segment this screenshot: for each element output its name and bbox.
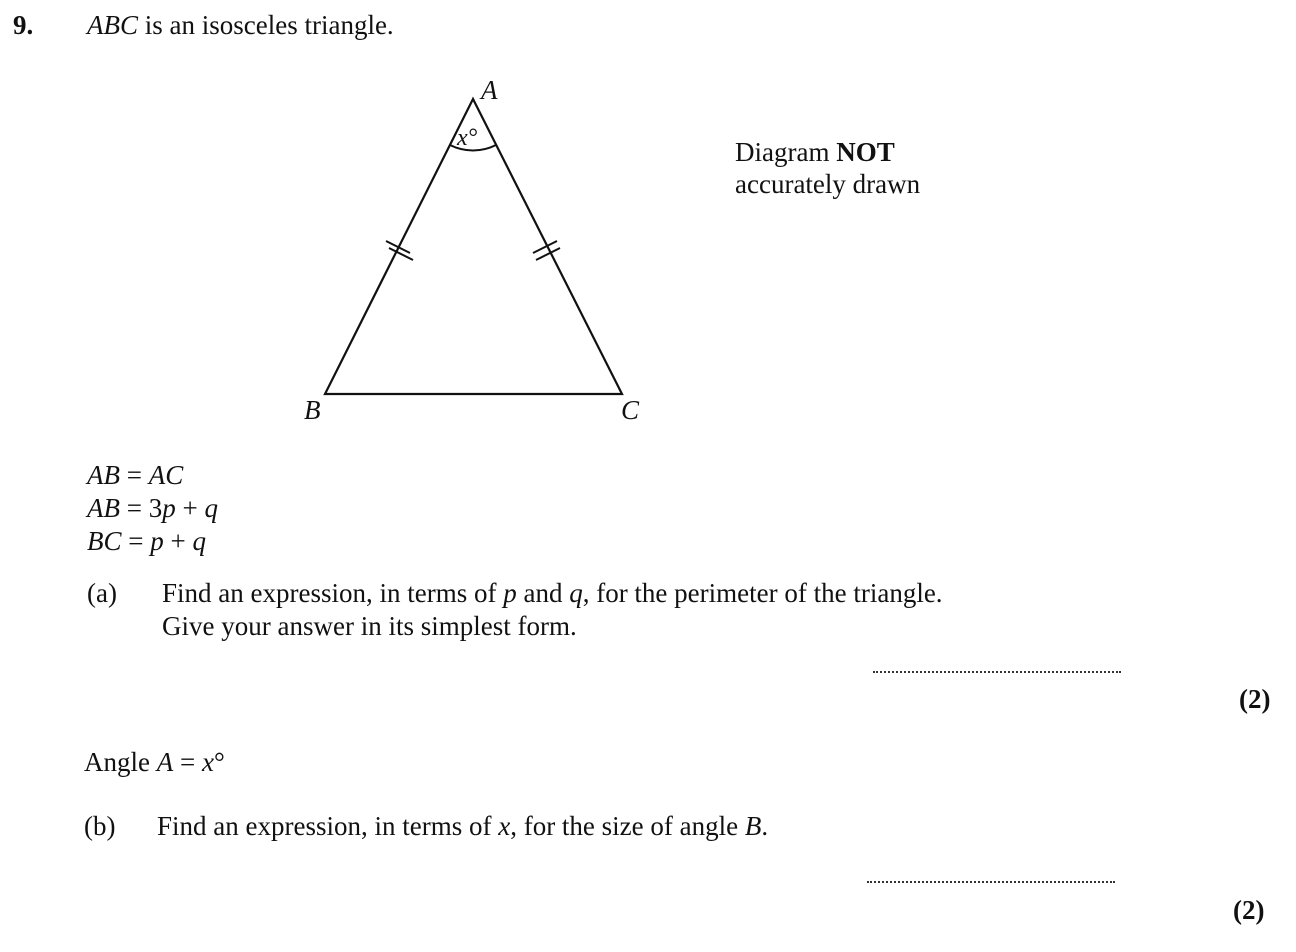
- eq2-plus: +: [175, 493, 205, 523]
- tick-mark-ab-1: [386, 241, 410, 253]
- angle-eq: =: [173, 747, 202, 777]
- diagram-note-prefix: Diagram: [735, 137, 837, 167]
- eq3-q: q: [192, 526, 206, 556]
- eq3-lhs: BC: [87, 526, 122, 556]
- answer-line-b[interactable]: [867, 881, 1115, 883]
- part-a-text1: Find an expression, in terms of: [162, 578, 504, 608]
- eq3-plus: +: [163, 526, 193, 556]
- equation-ab: [87, 495, 218, 522]
- eq3-eq: =: [121, 526, 151, 556]
- part-a-var-q: q: [569, 578, 583, 608]
- marks-a: (2): [1239, 684, 1271, 714]
- eq1-eq: =: [120, 460, 149, 490]
- vertex-label-b: B: [304, 395, 321, 425]
- part-a-label: (a): [87, 578, 117, 608]
- angle-label: x°: [457, 125, 478, 151]
- eq1-lhs: AB: [87, 460, 120, 490]
- diagram-note-bold: NOT: [836, 137, 895, 167]
- angle-var-a: A: [156, 747, 174, 777]
- equation-ab-ac: [87, 462, 183, 489]
- part-a-var-p: p: [503, 578, 517, 608]
- intro-triangle-name: ABC: [87, 10, 138, 40]
- diagram-note-line1: [735, 139, 895, 166]
- part-b-var-x: x: [498, 811, 511, 841]
- vertex-label-a: A: [481, 75, 498, 105]
- marks-b: (2): [1233, 895, 1265, 925]
- part-b-question: [157, 813, 768, 840]
- eq2-lhs: AB: [87, 493, 120, 523]
- part-a-text2: , for the perimeter of the triangle.: [582, 578, 943, 608]
- eq2-p: p: [162, 493, 176, 523]
- part-b-var-b: B: [744, 811, 762, 841]
- angle-var-x: x: [201, 747, 214, 777]
- part-b-label: (b): [84, 811, 116, 841]
- eq2-eq: = 3: [120, 493, 163, 523]
- angle-prefix: Angle: [84, 747, 157, 777]
- vertex-label-c: C: [621, 395, 640, 425]
- question-number: 9.: [13, 10, 34, 40]
- intro-text: is an isosceles triangle.: [138, 10, 394, 40]
- part-a-and: and: [516, 578, 570, 608]
- answer-line-a[interactable]: [873, 671, 1121, 673]
- diagram-note-line2: accurately drawn: [735, 169, 921, 199]
- part-a-instruction: Give your answer in its simplest form.: [162, 611, 577, 641]
- eq2-q: q: [204, 493, 218, 523]
- part-b-text2: , for the size of angle: [510, 811, 745, 841]
- part-a-question: [162, 580, 943, 607]
- angle-degree: °: [213, 747, 225, 777]
- eq3-p: p: [150, 526, 164, 556]
- eq1-rhs: AC: [148, 460, 184, 490]
- part-b-text1: Find an expression, in terms of: [157, 811, 499, 841]
- equation-bc: [87, 528, 206, 555]
- part-b-end: .: [761, 811, 769, 841]
- angle-a-info: [84, 749, 225, 776]
